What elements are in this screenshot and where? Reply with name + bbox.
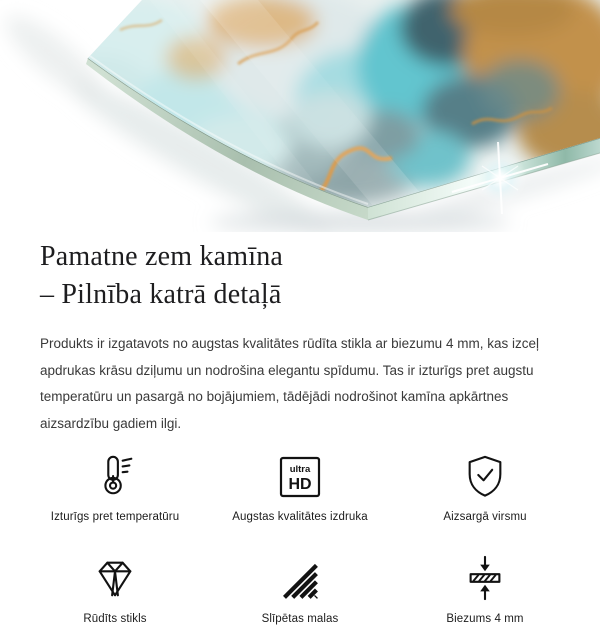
feature-grid	[0, 451, 600, 625]
feature-label: Slīpētas malas	[262, 613, 339, 625]
product-info-section	[0, 238, 600, 437]
feature-label: Rūdīts stikls	[83, 613, 146, 625]
svg-text:HD: HD	[288, 476, 311, 493]
product-description: Produkts ir izgatavots no augstas kvalitātes rūdīta stikla ar biezumu 4 mm, kas izceļ apdrukas krāsu dziļumu un nodrošina elegantu spīdumu. Tas ir izturīgs pret augstu temperatūru un pasargā no bojājumiem, tādējādi nodrošinot kamīna apkārtnes aizsardzību gadiem ilgi.	[40, 331, 568, 437]
svg-text:ultra: ultra	[290, 464, 311, 475]
feature-hd-print	[215, 451, 385, 523]
feature-protects-surface	[400, 451, 570, 523]
feature-label: Biezums 4 mm	[446, 613, 523, 625]
feature-label: Aizsargā virsmu	[443, 511, 526, 523]
product-photo-glass-panel	[0, 0, 600, 232]
beveled-edges-icon	[278, 553, 322, 601]
feature-thickness	[400, 553, 570, 625]
feature-polished-edges	[215, 553, 385, 625]
page-title-line1: Pamatne zem kamīna	[40, 241, 283, 272]
feature-label: Augstas kvalitātes izdruka	[232, 511, 368, 523]
diamond-icon	[92, 553, 138, 601]
thickness-icon	[462, 553, 508, 601]
page-title	[40, 238, 560, 314]
feature-tempered-glass	[30, 553, 200, 625]
shield-check-icon	[462, 451, 508, 499]
feature-heat-resistant	[30, 451, 200, 523]
feature-label: Izturīgs pret temperatūru	[51, 511, 179, 523]
thermometer-icon	[92, 451, 138, 499]
ultra-hd-icon	[276, 451, 324, 499]
page-title-line2: – Pilnība katrā detaļā	[40, 279, 282, 310]
